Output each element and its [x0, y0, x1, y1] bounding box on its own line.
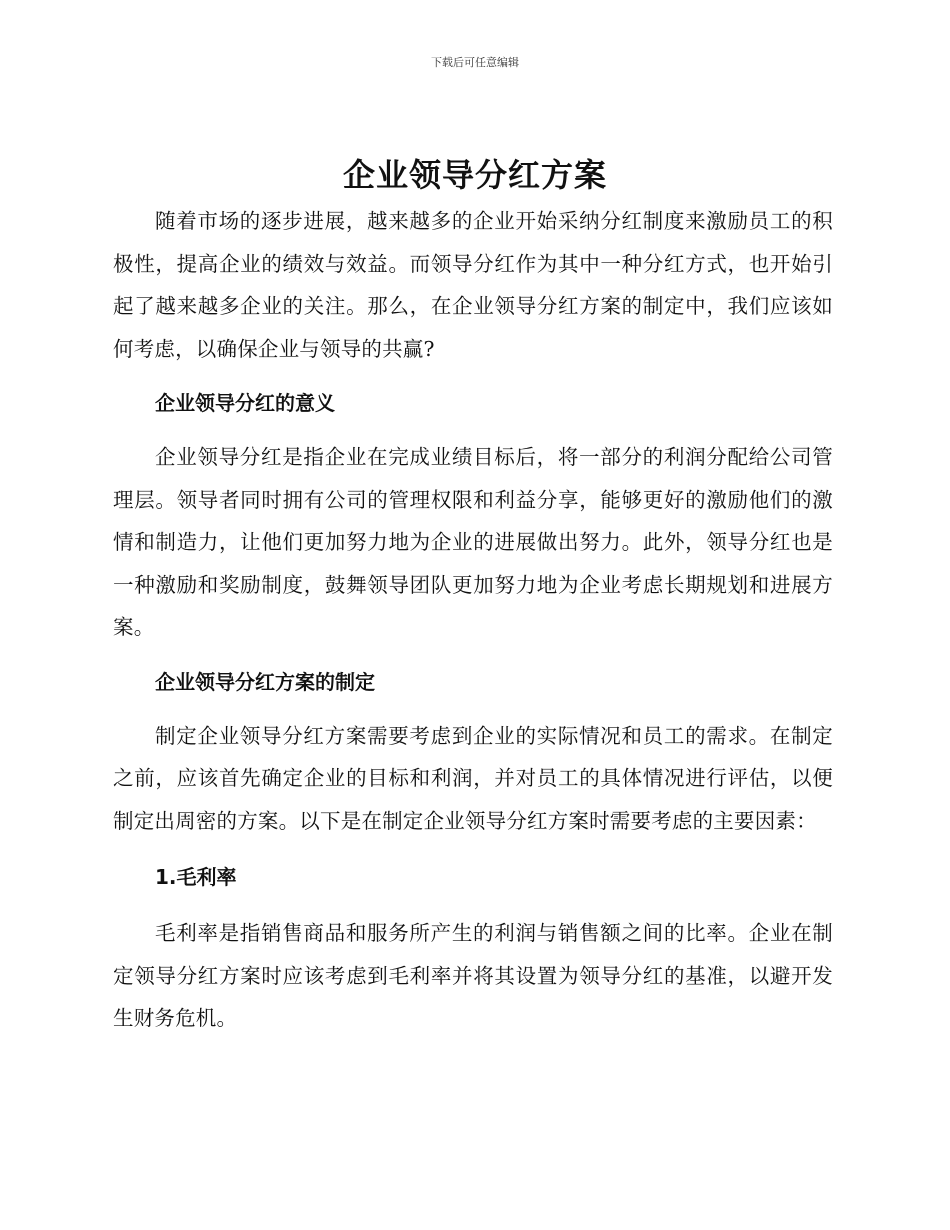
header-note: 下载后可任意编辑	[431, 56, 519, 69]
intro-paragraph: 随着市场的逐步进展，越来越多的企业开始采纳分红制度来激励员工的积极性，提高企业的绩效与效益。而领导分红作为其中一种分红方式，也开始引起了越来越多企业的关注。那么，在企业领导分红方案的制定中，我们应该如何考虑，以确保企业与领导的共赢?	[113, 209, 833, 361]
document-title: 企业领导分红方案	[342, 156, 607, 194]
section-paragraph-gross-margin: 毛利率是指销售商品和服务所产生的利润与销售额之间的比率。企业在制定领导分红方案时应该考虑到毛利率并将其设置为领导分红的基准，以避开发生财务危机。	[113, 921, 833, 1030]
document-body	[113, 200, 833, 1040]
section-paragraph-meaning: 企业领导分红是指企业在完成业绩目标后，将一部分的利润分配给公司管理层。领导者同时拥有公司的管理权限和利益分享，能够更好的激励他们的激情和制造力，让他们更加努力地为企业的进展做出努力。此外，领导分红也是一种激励和奖励制度，鼓舞领导团队更加努力地为企业考虑长期规划和进展方案。	[113, 445, 833, 639]
section-heading-formulation: 企业领导分红方案的制定	[155, 669, 375, 694]
section-paragraph-formulation: 制定企业领导分红方案需要考虑到企业的实际情况和员工的需求。在制定之前，应该首先确定企业的目标和利润，并对员工的具体情况进行评估，以便制定出周密的方案。以下是在制定企业领导分红方案时需要考虑的主要因素：	[113, 723, 833, 833]
section-heading-meaning: 企业领导分红的意义	[155, 391, 335, 415]
section-heading-gross-margin: 1.毛利率	[155, 865, 237, 889]
